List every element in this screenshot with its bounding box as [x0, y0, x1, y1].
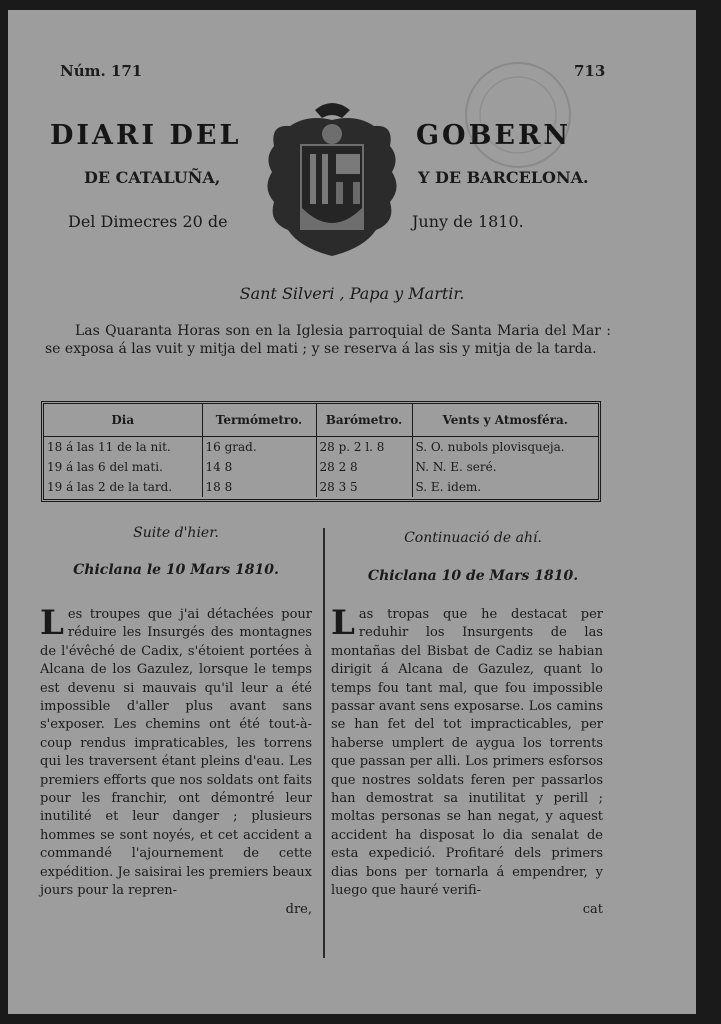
issue-number: Núm. 171 — [60, 62, 143, 80]
newspaper-page — [8, 10, 696, 1014]
cell-winds: N. N. E. seré. — [415, 460, 497, 474]
cell-barometer: 28 p. 2 l. 8 — [316, 437, 412, 458]
table-row — [44, 477, 598, 497]
saint-of-the-day: Sant Silveri , Papa y Martir. — [239, 284, 465, 303]
coat-of-arms-icon — [260, 98, 405, 258]
left-column-article — [40, 603, 312, 919]
table-row — [44, 457, 598, 477]
right-column-place: Chiclana 10 de Mars 1810. — [367, 568, 579, 584]
left-dropcap: L — [40, 603, 64, 643]
cell-thermometer: 18 8 — [202, 477, 316, 497]
date-left: Del Dimecres 20 de — [68, 212, 228, 231]
date-right: Juny de 1810. — [412, 212, 524, 231]
library-stamp-icon — [458, 55, 578, 175]
cell-thermometer: 16 grad. — [202, 437, 316, 458]
cell-day: 19 á las 6 del mati. — [44, 457, 202, 477]
title-right: GOBERN — [416, 120, 572, 151]
header-winds: Vents y Atmosféra. — [412, 404, 598, 437]
page-number: 713 — [574, 62, 606, 80]
title-left: DIARI DEL — [50, 120, 242, 151]
right-column-end: cat — [582, 901, 603, 917]
right-column-article — [331, 603, 603, 919]
subtitle-left: DE CATALUÑA, — [84, 168, 221, 187]
cell-day: 19 á las 2 de la tard. — [44, 477, 202, 497]
header-day: Dia — [44, 404, 202, 437]
cell-day: 18 á las 11 de la nit. — [44, 437, 202, 458]
left-column-place: Chiclana le 10 Mars 1810. — [73, 562, 279, 578]
left-column-text: es troupes que j'ai détachées pour réduire les Insurgés des montagnes de l'évêché de Cadix, s'étoient portées à Alcana de los Gazulez, lorsque le temps est devenu si mauvais qu'il leur a été impossible d'aller plus avant sans s'exposer. Les chemins ont été tout-à-coup rendus impraticables, les torrens qui les traversent étant pleins d'eau. Les premiers efforts que nos soldats ont faits pour les franchir, ont démontré leur inutilité et leur danger ; plusieurs hommes se sont noyés, et cet accident a commandé l'ajournement de cette expédition. Je saisirai les premiers beaux jours pour la repren- — [40, 607, 312, 899]
cell-barometer: 28 2 8 — [316, 457, 412, 477]
left-column-heading: Suite d'hier. — [133, 525, 219, 541]
header-barometer: Barómetro. — [316, 404, 412, 437]
cell-thermometer: 14 8 — [202, 457, 316, 477]
left-column-end: dre, — [285, 901, 312, 917]
column-divider — [323, 528, 325, 958]
right-column-text: as tropas que he destacat per reduhir los Insurgents de las montañas del Bisbat de Cadiz se habian dirigit á Alcana de Gazulez, quant lo temps fou tant mal, que fou impossible passar avant sens exposarse. Los camins se han fet del tot impracticables, per haberse umplert de aygua los torrents que passan per alli. Los primers esforsos que nostres soldats feren per passarlos han demostrat sa inutilitat y perill ; moltas personas se han negat, y aquest accident ha disposat lo dia senalat de esta expedició. Profitaré dels primers dias bons per tornarla á empendrer, y luego que hauré verifi- — [331, 607, 603, 899]
header-thermometer: Termómetro. — [202, 404, 316, 437]
table-row — [44, 437, 598, 458]
right-column-heading: Continuació de ahí. — [404, 530, 542, 546]
right-dropcap: L — [331, 603, 355, 643]
weather-table-header — [44, 404, 598, 437]
forty-hours-notice: Las Quaranta Horas son en la Iglesia parroquial de Santa Maria del Mar : se exposa á las vuit y mitja del mati ; y se reserva á las sis y mitja de la tarda. — [45, 323, 611, 357]
weather-table — [41, 401, 601, 502]
cell-winds: S. E. idem. — [415, 480, 482, 494]
subtitle-right: Y DE BARCELONA. — [418, 168, 589, 187]
cell-barometer: 28 3 5 — [316, 477, 412, 497]
cell-winds: S. O. nubols plovisqueja. — [415, 440, 565, 454]
